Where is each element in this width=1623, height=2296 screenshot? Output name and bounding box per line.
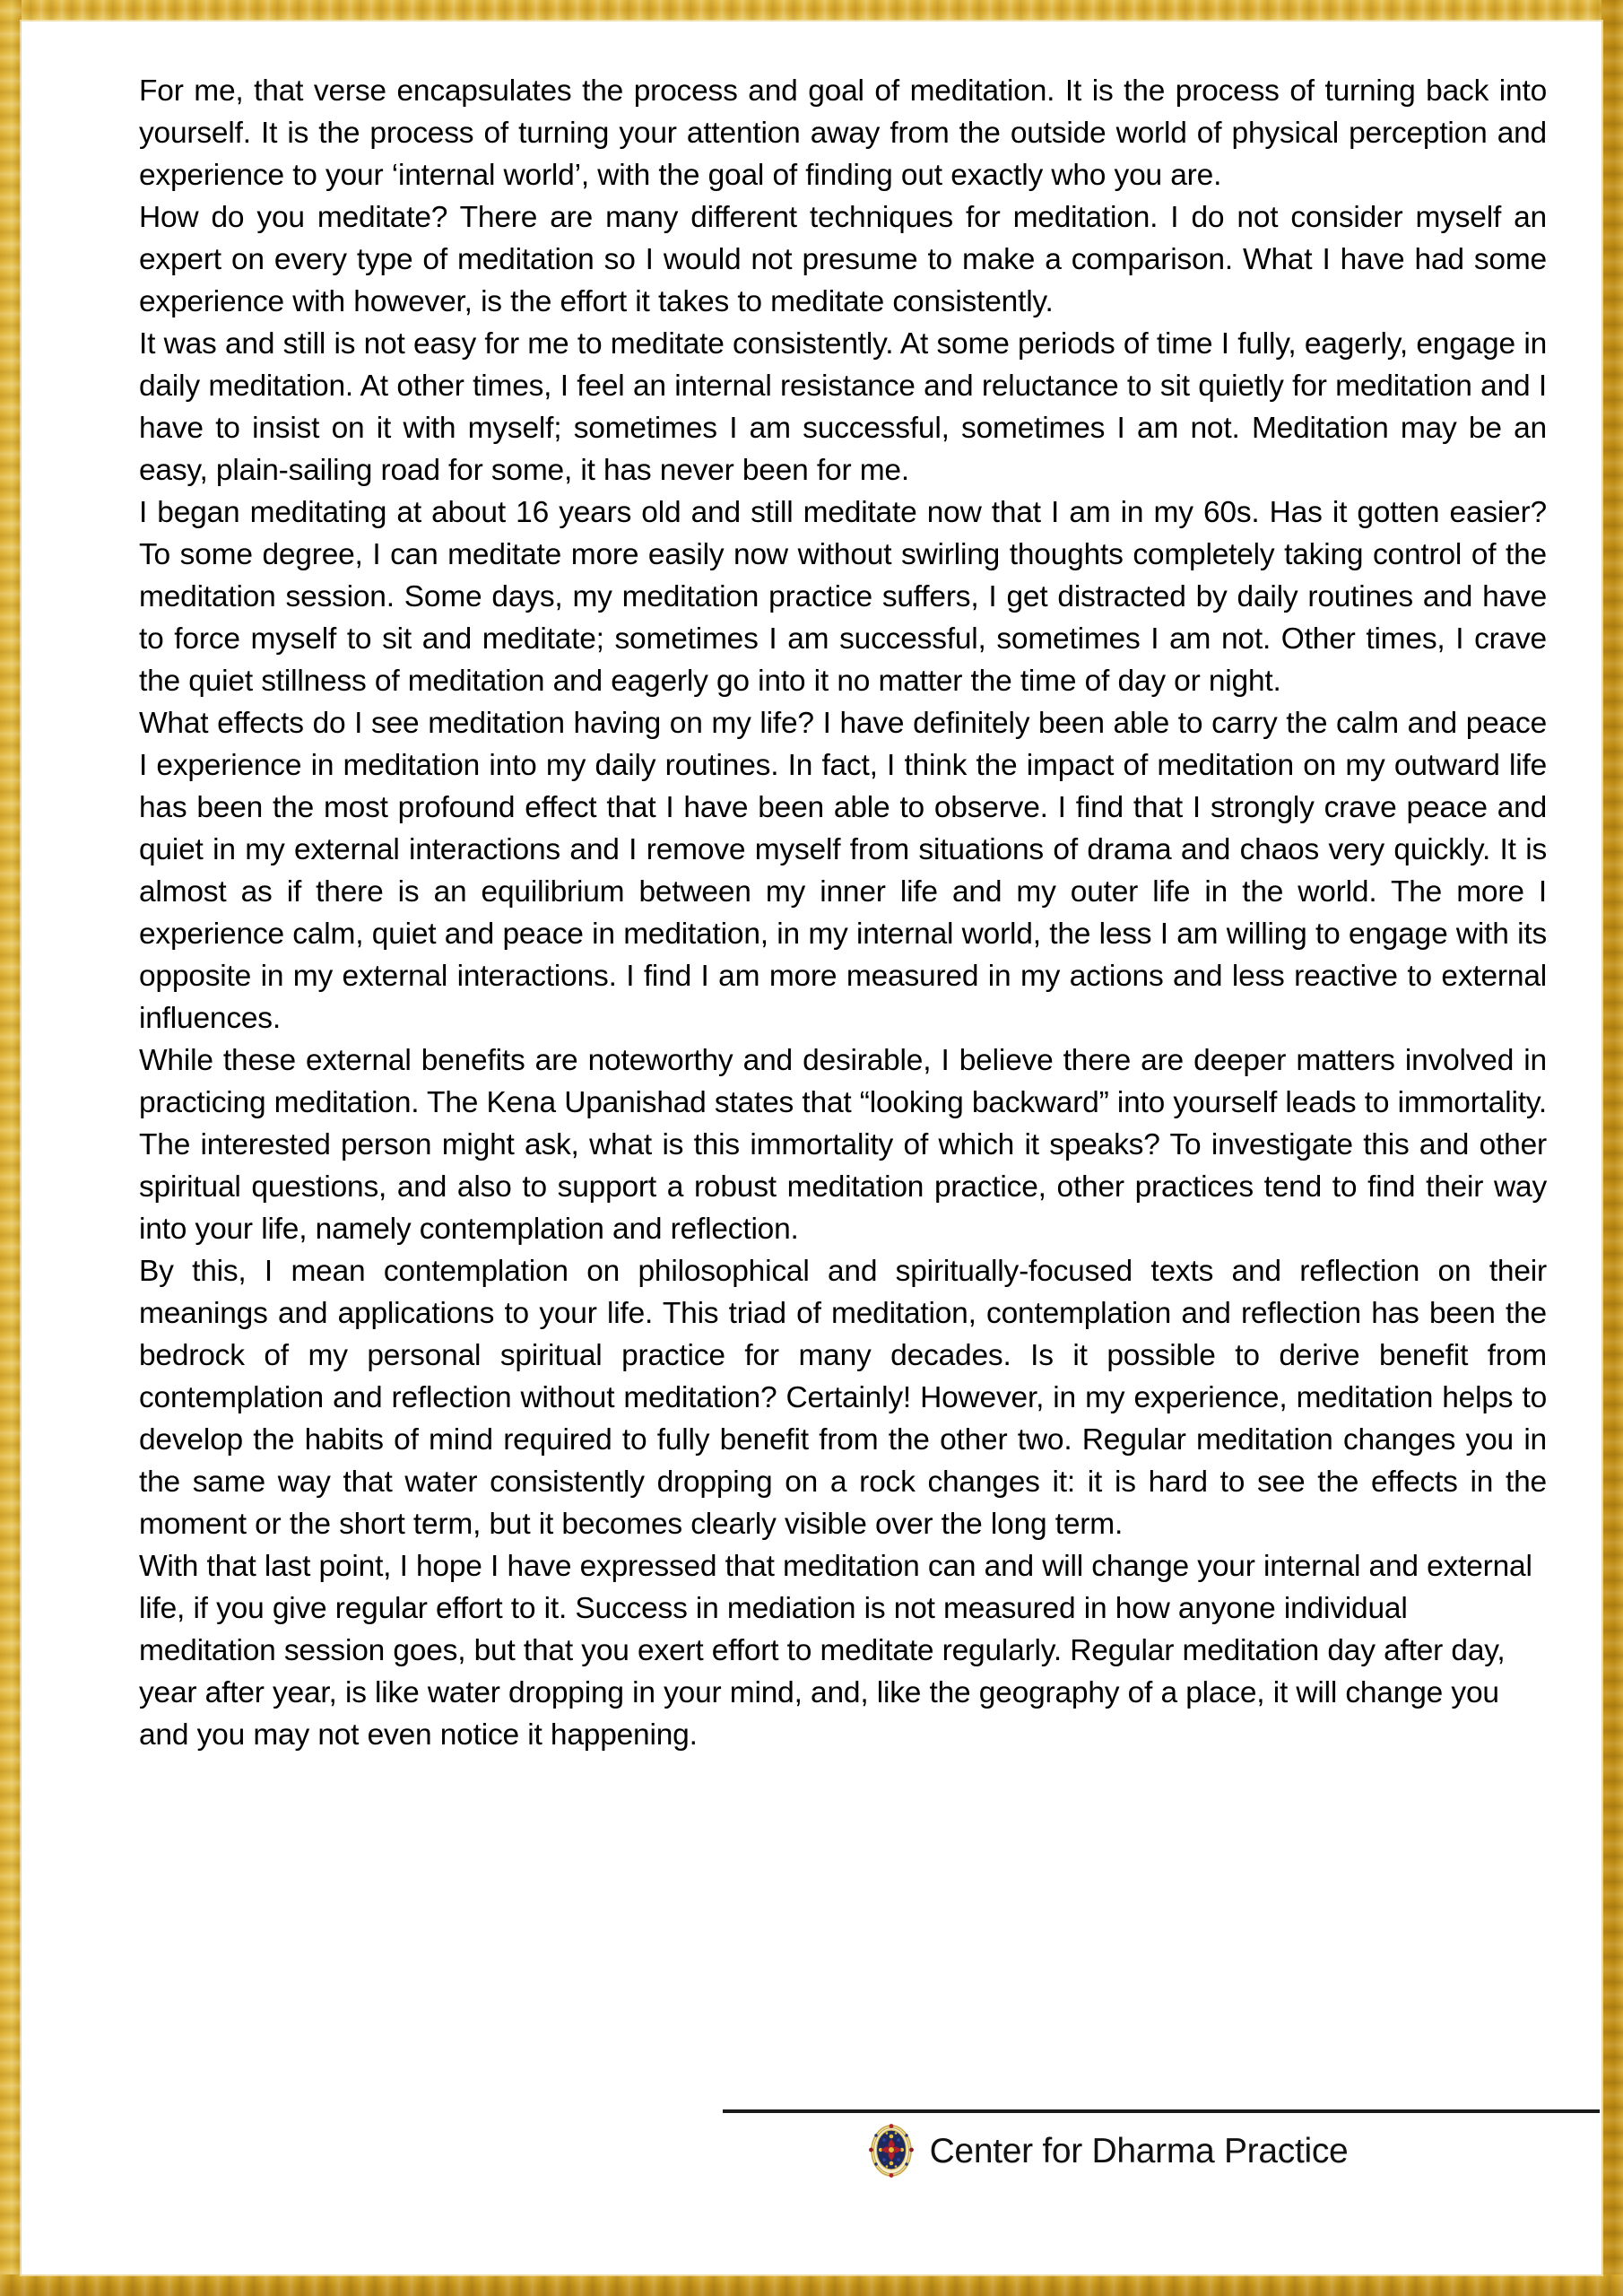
paragraph: It was and still is not easy for me to meditate consistently. At some periods of time I fully, eagerly, engage in daily meditation. At other times, I feel an internal resistance and reluctance to sit quietly for meditation and I have to insist on it with myself; sometimes I am successful, sometimes I am not. Meditation may be an easy, plain-sailing road for some, it has never been for me. [139, 327, 1547, 487]
paragraph: With that last point, I hope I have expressed that meditation can and will change your internal and external life, if you give regular effort to it. Success in mediation is not measured in how anyone individual meditation session goes, but that you exert effort to meditate regularly. Regular meditation day after day, year after year, is like water dropping in your mind, and, like the geography of a place, it will change you and you may not even notice it happening. [139, 1550, 1532, 1752]
footer-divider [723, 2109, 1600, 2113]
paragraph: While these external benefits are noteworthy and desirable, I believe there are deeper matters involved in practicing meditation. The Kena Upanishad states that “looking backward” into yourself leads to immortality. The interested person might ask, what is this immortality of which it speaks? To investigate this and other spiritual questions, and also to support a robust meditation practice, other practices tend to find their way into your life, namely contemplation and reflection. [139, 1044, 1547, 1246]
page-footer [723, 2109, 1600, 2180]
paragraph: For me, that verse encapsulates the process and goal of meditation. It is the process of turning back into yourself. It is the process of turning your attention away from the outside world of physical perception and experience to your ‘internal world’, with the goal of finding out exactly who you are. [139, 74, 1547, 192]
paragraph: By this, I mean contemplation on philosophical and spiritually-focused texts and reflection on their meanings and applications to your life. This triad of meditation, contemplation and reflection has been the bedrock of my personal spiritual practice for many decades. Is it possible to derive benefit from contemplation and reflection without meditation? Certainly! However, in my experience, meditation helps to develop the habits of mind required to fully benefit from the other two. Regular meditation changes you in the same way that water consistently dropping on a rock changes it: it is hard to see the effects in the moment or the short term, but it becomes clearly visible over the long term. [139, 1255, 1547, 1541]
essay-body [139, 70, 1547, 1756]
footer-branding [723, 2121, 1600, 2180]
border-left [0, 0, 22, 2296]
border-bottom [0, 2274, 1623, 2296]
paragraph: How do you meditate? There are many different techniques for meditation. I do not consider myself an expert on every type of meditation so I would not presume to make a comparison. What I have had some experience with however, is the effort it takes to meditate consistently. [139, 201, 1547, 318]
paragraph: I began meditating at about 16 years old and still meditate now that I am in my 60s. Has it gotten easier? To some degree, I can meditate more easily now without swirling thoughts completely taking control of the meditation session. Some days, my meditation practice suffers, I get distracted by daily routines and have to force myself to sit and meditate; sometimes I am successful, sometimes I am not. Other times, I crave the quiet stillness of meditation and eagerly go into it no matter the time of day or night. [139, 496, 1547, 698]
dharma-medallion-logo-icon [865, 2121, 917, 2180]
paragraph: What effects do I see meditation having on my life? I have definitely been able to carry the calm and peace I experience in meditation into my daily routines. In fact, I think the impact of meditation on my outward life has been the most profound effect that I have been able to observe. I find that I strongly crave peace and quiet in my external interactions and I remove myself from situations of drama and chaos very quickly. It is almost as if there is an equilibrium between my inner life and my outer life in the world. The more I experience calm, quiet and peace in meditation, in my internal world, the less I am willing to engage with its opposite in my external interactions. I find I am more measured in my actions and less reactive to external influences. [139, 707, 1547, 1035]
organization-name: Center for Dharma Practice [929, 2131, 1349, 2170]
border-right [1601, 0, 1623, 2296]
border-top [0, 0, 1623, 22]
